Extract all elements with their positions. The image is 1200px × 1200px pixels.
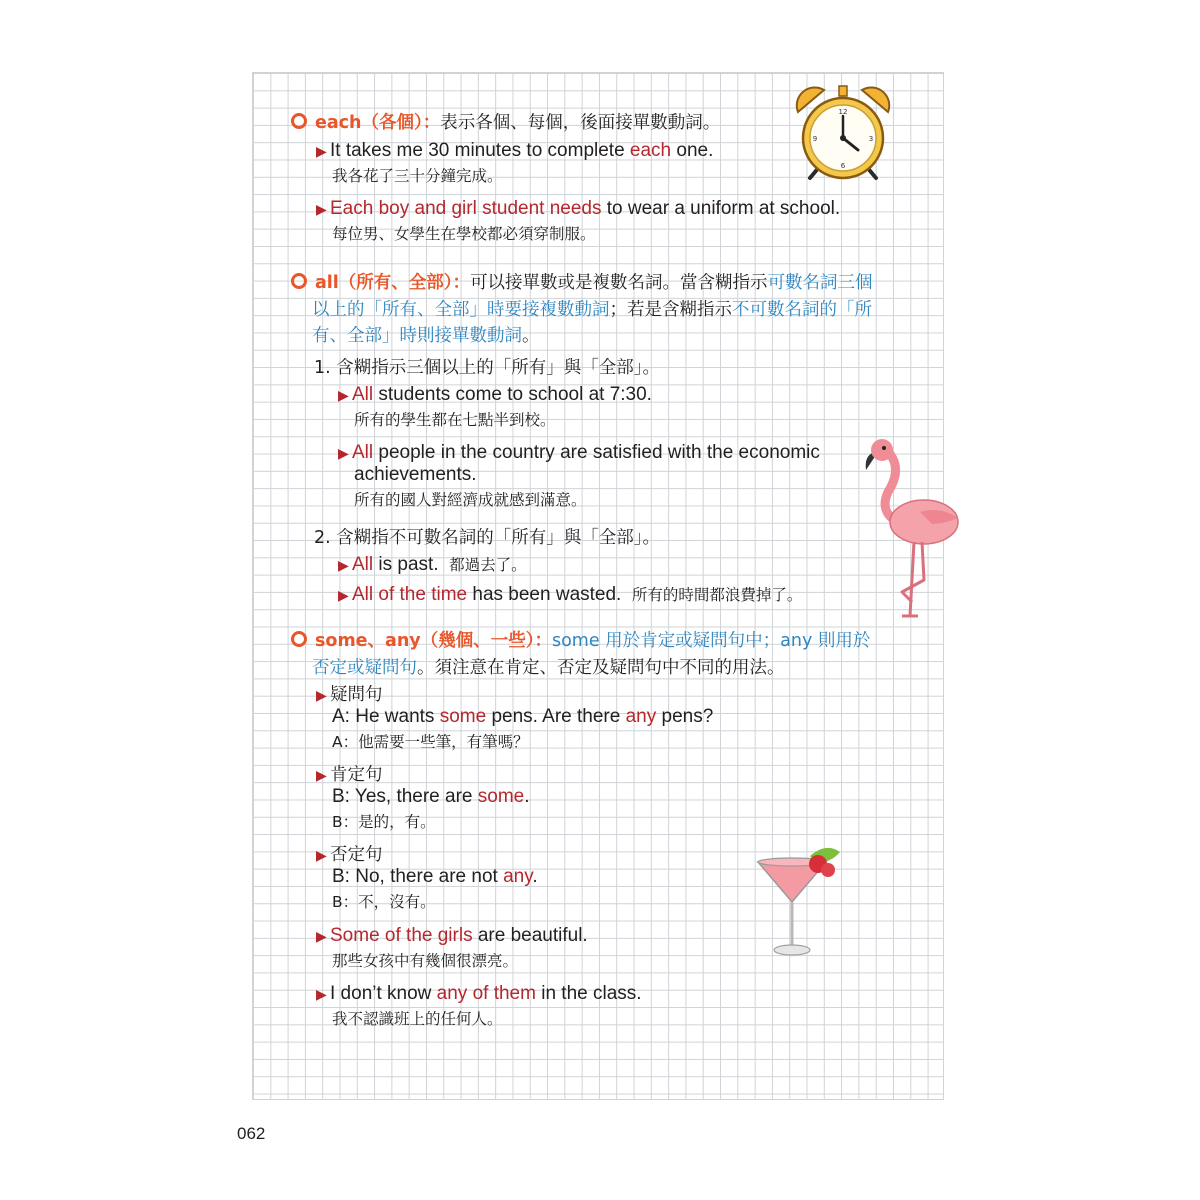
affirmative-translation: B：是的，有。 bbox=[332, 813, 436, 831]
svg-text:9: 9 bbox=[812, 135, 818, 143]
triangle-marker-icon: ▶ bbox=[316, 986, 327, 1002]
some-example-2: ▶ I don’t know any of them in the class. bbox=[316, 983, 642, 1004]
all-example-2-cont: achievements. bbox=[354, 464, 477, 485]
triangle-marker-icon: ▶ bbox=[316, 848, 327, 864]
all-example-1-translation: 所有的學生都在七點半到校。 bbox=[354, 411, 556, 429]
triangle-marker-icon: ▶ bbox=[316, 201, 327, 217]
all-example-2-translation: 所有的國人對經濟成就感到滿意。 bbox=[354, 491, 587, 509]
question-translation: A：他需要一些筆，有筆嗎？ bbox=[332, 733, 529, 751]
each-example-1-translation: 我各花了三十分鐘完成。 bbox=[332, 167, 503, 185]
some-any-heading: some、any（幾個、一些）：some 用於肯定或疑問句中；any 則用於 bbox=[291, 628, 870, 654]
all-subpoint-1: 1. 含糊指示三個以上的「所有」與「全部」。 bbox=[314, 358, 661, 378]
svg-text:6: 6 bbox=[840, 162, 846, 170]
all-heading: all（所有、全部）：可以接單數或是複數名詞。當含糊指示可數名詞三個 bbox=[291, 270, 873, 296]
negative-translation: B：不，沒有。 bbox=[332, 893, 436, 911]
all-example-2: ▶ All people in the country are satisfied with the economic bbox=[338, 442, 820, 463]
each-heading: each（各個）：表示各個、每個，後面接單數動詞。 bbox=[291, 110, 720, 136]
triangle-marker-icon: ▶ bbox=[316, 143, 327, 159]
circle-bullet-icon bbox=[291, 631, 307, 647]
affirmative-example: B: Yes, there are some. bbox=[332, 786, 530, 807]
svg-text:12: 12 bbox=[838, 108, 848, 116]
circle-bullet-icon bbox=[291, 113, 307, 129]
triangle-marker-icon: ▶ bbox=[338, 557, 349, 573]
all-subpoint-2: 2. 含糊指不可數名詞的「所有」與「全部」。 bbox=[314, 528, 661, 548]
cocktail-icon bbox=[752, 842, 848, 958]
some-example-1: ▶ Some of the girls are beautiful. bbox=[316, 925, 588, 946]
some-any-desc-line-2: 否定或疑問句。須注意在肯定、否定及疑問句中不同的用法。 bbox=[312, 658, 785, 678]
flamingo-icon bbox=[862, 430, 966, 620]
page-number: 062 bbox=[237, 1124, 266, 1143]
all-example-3: ▶ All is past. 都過去了。 bbox=[338, 554, 527, 575]
negative-example: B: No, there are not any. bbox=[332, 866, 538, 887]
question-example: A: He wants some pens. Are there any pens? bbox=[332, 706, 714, 727]
svg-text:3: 3 bbox=[868, 135, 874, 143]
each-example-2-translation: 每位男、女學生在學校都必須穿制服。 bbox=[332, 225, 596, 243]
triangle-marker-icon: ▶ bbox=[316, 688, 327, 704]
each-example-1: ▶ It takes me 30 minutes to complete each one. bbox=[316, 140, 714, 161]
each-example-2: ▶ Each boy and girl student needs to wear a uniform at school. bbox=[316, 198, 841, 219]
triangle-marker-icon: ▶ bbox=[338, 387, 349, 403]
triangle-marker-icon: ▶ bbox=[316, 928, 327, 944]
affirmative-label: ▶ 肯定句 bbox=[316, 762, 383, 789]
some-example-1-translation: 那些女孩中有幾個很漂亮。 bbox=[332, 952, 519, 970]
negative-label: ▶ 否定句 bbox=[316, 842, 383, 869]
all-example-1: ▶ All students come to school at 7:30. bbox=[338, 384, 652, 405]
triangle-marker-icon: ▶ bbox=[338, 445, 349, 461]
triangle-marker-icon: ▶ bbox=[338, 587, 349, 603]
some-example-2-translation: 我不認識班上的任何人。 bbox=[332, 1010, 503, 1028]
all-example-4: ▶ All of the time has been wasted. 所有的時間都浪費掉了。 bbox=[338, 584, 803, 605]
question-label: ▶ 疑問句 bbox=[316, 682, 383, 709]
all-desc-line-3: 有、全部」時則接單數動詞。 bbox=[312, 326, 540, 346]
triangle-marker-icon: ▶ bbox=[316, 768, 327, 784]
circle-bullet-icon bbox=[291, 273, 307, 289]
all-desc-line-2: 以上的「所有、全部」時要接複數動詞；若是含糊指示不可數名詞的「所 bbox=[312, 300, 872, 320]
alarm-clock-icon bbox=[790, 82, 896, 186]
